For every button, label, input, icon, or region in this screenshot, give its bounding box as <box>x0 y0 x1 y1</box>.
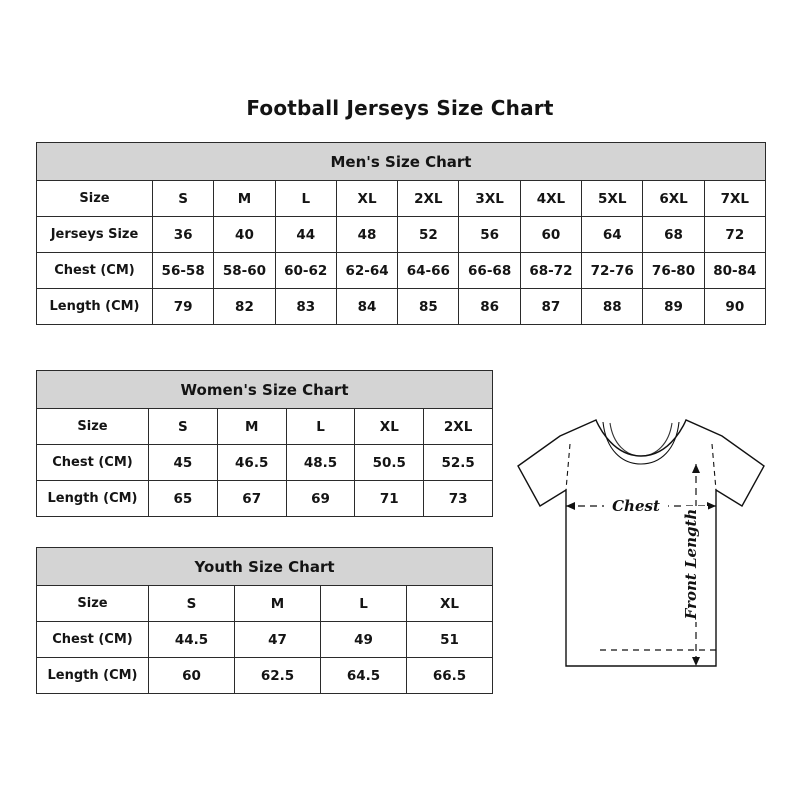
table-cell: 72-76 <box>582 253 643 289</box>
table-cell: 48 <box>336 217 397 253</box>
table-cell: 67 <box>217 481 286 517</box>
table-cell: 58-60 <box>214 253 275 289</box>
table-row <box>37 217 766 253</box>
row-label: Length (CM) <box>37 289 153 325</box>
table-cell: M <box>235 586 321 622</box>
table-cell: 44.5 <box>149 622 235 658</box>
table-row <box>37 253 766 289</box>
table-cell: 90 <box>704 289 765 325</box>
table-caption-row <box>37 143 766 181</box>
shirt-outline <box>518 420 764 666</box>
table-cell: L <box>321 586 407 622</box>
table-cell: 65 <box>149 481 218 517</box>
table-cell: 72 <box>704 217 765 253</box>
table-row <box>37 289 766 325</box>
table-cell: 56 <box>459 217 520 253</box>
table-cell: 85 <box>398 289 459 325</box>
table-cell: M <box>214 181 275 217</box>
table-cell: 84 <box>336 289 397 325</box>
row-label: Chest (CM) <box>37 253 153 289</box>
table-cell: 50.5 <box>355 445 424 481</box>
table-cell: 48.5 <box>286 445 355 481</box>
table-cell: 40 <box>214 217 275 253</box>
table-cell: XL <box>355 409 424 445</box>
table-cell: S <box>149 409 218 445</box>
table-cell: L <box>286 409 355 445</box>
youth-size-chart-table <box>36 547 493 694</box>
mens-size-chart-table <box>36 142 766 325</box>
table-cell: 68 <box>643 217 704 253</box>
table-cell: 73 <box>424 481 493 517</box>
table-cell: 83 <box>275 289 336 325</box>
table-cell: 36 <box>153 217 214 253</box>
table-row <box>37 586 493 622</box>
table-cell: 80-84 <box>704 253 765 289</box>
row-label: Size <box>37 586 149 622</box>
table-row <box>37 409 493 445</box>
table-cell: 86 <box>459 289 520 325</box>
table-cell: M <box>217 409 286 445</box>
table-cell: S <box>149 586 235 622</box>
table-cell: 6XL <box>643 181 704 217</box>
table-cell: 87 <box>520 289 581 325</box>
row-label: Jerseys Size <box>37 217 153 253</box>
table-cell: 44 <box>275 217 336 253</box>
table-row <box>37 481 493 517</box>
front-length-label: Front Length <box>682 508 700 620</box>
table-cell: 56-58 <box>153 253 214 289</box>
page-title: Football Jerseys Size Chart <box>246 96 554 120</box>
row-label: Chest (CM) <box>37 622 149 658</box>
table-cell: 66.5 <box>407 658 493 694</box>
table-cell: XL <box>336 181 397 217</box>
table-cell: 46.5 <box>217 445 286 481</box>
table-cell: 64-66 <box>398 253 459 289</box>
table-cell: 47 <box>235 622 321 658</box>
table-cell: 64.5 <box>321 658 407 694</box>
table-cell: 2XL <box>424 409 493 445</box>
row-label: Chest (CM) <box>37 445 149 481</box>
chest-label: Chest <box>612 497 660 515</box>
neckline-detail-icon <box>603 422 679 464</box>
mens-table-caption: Men's Size Chart <box>37 143 766 181</box>
table-cell: 66-68 <box>459 253 520 289</box>
table-cell: 62-64 <box>336 253 397 289</box>
table-cell: 64 <box>582 217 643 253</box>
youth-table-caption: Youth Size Chart <box>37 548 493 586</box>
table-cell: 51 <box>407 622 493 658</box>
table-cell: 60-62 <box>275 253 336 289</box>
row-label: Length (CM) <box>37 658 149 694</box>
table-cell: 4XL <box>520 181 581 217</box>
table-row <box>37 658 493 694</box>
row-label: Size <box>37 181 153 217</box>
table-cell: 69 <box>286 481 355 517</box>
table-cell: 76-80 <box>643 253 704 289</box>
table-cell: L <box>275 181 336 217</box>
table-cell: 7XL <box>704 181 765 217</box>
sleeve-seam-lines <box>566 444 716 490</box>
table-cell: 71 <box>355 481 424 517</box>
table-cell: 79 <box>153 289 214 325</box>
table-cell: 68-72 <box>520 253 581 289</box>
table-cell: 52.5 <box>424 445 493 481</box>
jersey-measurement-diagram <box>500 398 782 688</box>
table-cell: 52 <box>398 217 459 253</box>
table-cell: 49 <box>321 622 407 658</box>
table-cell: 60 <box>520 217 581 253</box>
table-cell: S <box>153 181 214 217</box>
table-cell: 5XL <box>582 181 643 217</box>
row-label: Length (CM) <box>37 481 149 517</box>
table-cell: 82 <box>214 289 275 325</box>
womens-table-caption: Women's Size Chart <box>37 371 493 409</box>
table-caption-row <box>37 548 493 586</box>
table-cell: XL <box>407 586 493 622</box>
table-cell: 3XL <box>459 181 520 217</box>
row-label: Size <box>37 409 149 445</box>
table-cell: 45 <box>149 445 218 481</box>
table-row <box>37 622 493 658</box>
table-cell: 60 <box>149 658 235 694</box>
table-row <box>37 445 493 481</box>
table-row <box>37 181 766 217</box>
table-cell: 2XL <box>398 181 459 217</box>
womens-size-chart-table <box>36 370 493 517</box>
table-cell: 88 <box>582 289 643 325</box>
table-caption-row <box>37 371 493 409</box>
table-cell: 62.5 <box>235 658 321 694</box>
table-cell: 89 <box>643 289 704 325</box>
